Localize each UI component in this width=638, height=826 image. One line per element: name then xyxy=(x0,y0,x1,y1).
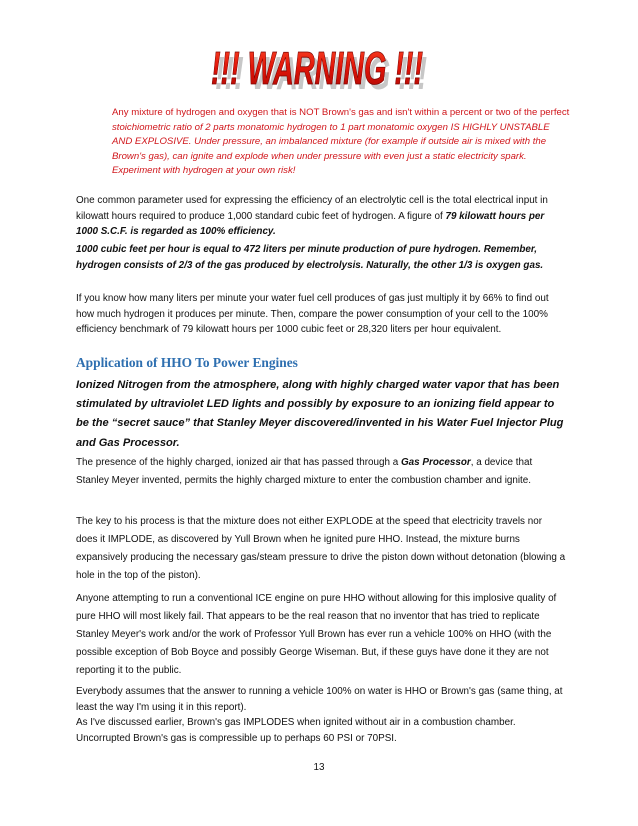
warning-banner xyxy=(206,38,432,100)
section-heading: Application of HHO To Power Engines xyxy=(76,355,298,370)
paragraph-liters: If you know how many liters per minute your water fuel cell produces of gas just multiply it by 66% to find out how much hydrogen it produces per minute. Then, compare the power consumption of your cell to the 100% efficiency benchmark of 79 kilowatt hours per 1000 cubic feet or 28,320 liters per hour equivalent. xyxy=(76,293,549,336)
paragraph-assumptions: Everybody assumes that the answer to running a vehicle 100% on water is HHO or Brown's gas (same thing, at least the way I'm using it in this report). As I've discussed earlier, Brown's gas IMPLODES when ignited without air in a combustion chamber. Uncorrupted Brown's gas is compressible up to perhaps 60 PSI or 70PSI. xyxy=(76,686,563,745)
paragraph-key-process: The key to his process is that the mixture does not either EXPLODE at the speed that electricity travels nor does it IMPLODE, as discovered by Yull Brown when he ignited pure HHO. Instead, the mixture burns expansively producing the necessary gas/steam pressure to drive the piston down without detonation (blowing a hole in the top of the piston). xyxy=(76,516,566,581)
paragraph-efficiency: One common parameter used for expressing the efficiency of an electrolytic cell is the total electrical input in kilowatt hours required to produce 1,000 standard cubic feet of hydrogen. A figure of 79 kilowatt hours per 1000 S.C.F. is regarded as 100% efficiency. xyxy=(76,195,548,238)
svg-text:!!! WARNING !!!: !!! WARNING !!! xyxy=(215,47,427,99)
paragraph-hydrogen-rate: 1000 cubic feet per hour is equal to 472 liters per minute production of pure hydrogen. Remember, hydrogen consists of 2/3 of the gas produced by electrolysis. Naturally, the other 1/3 is oxygen gas. xyxy=(76,244,544,271)
page-number: 13 xyxy=(313,762,325,773)
paragraph-ice-engine: Anyone attempting to run a conventional ICE engine on pure HHO without allowing for this implosive quality of pure HHO will most likely fail. That appears to be the real reason that no inventor that has tried to replicate Stanley Meyer's work and/or the work of Professor Yull Brown has ever run a vehicle 100% on HHO (with the possible exception of Bob Boyce and possibly George Wiseman. But, if these guys have done it they are not reporting it to the public. xyxy=(76,593,557,676)
section-subheading: Ionized Nitrogen from the atmosphere, along with highly charged water vapor that has been stimulated by ultraviolet LED lights and possibly by exposure to an ionizing field appear to be the “secret sauce” that Stanley Meyer discovered/invented in his Water Fuel Injector Plug and Gas Processor. xyxy=(76,379,564,449)
warning-banner-graphic xyxy=(206,38,432,100)
warning-notice: Any mixture of hydrogen and oxygen that is NOT Brown's gas and isn't within a percent or two of the perfect stoichiometric ratio of 2 parts monatomic hydrogen to 1 part monatomic oxygen IS HIGHLY UNSTABLE AND EXPLOSIVE. Under pressure, an imbalanced mixture (for example if outside air is mixed with the Brown's gas), can ignite and explode when under pressure with even just a static electricity spark. Experiment with hydrogen at your own risk! xyxy=(112,107,570,177)
paragraph-gas-processor: The presence of the highly charged, ionized air that has passed through a Gas Processor, a device that Stanley Meyer invented, permits the highly charged mixture to enter the combustion chamber and ignite. xyxy=(76,457,533,486)
warning-title: !!! WARNING !!! xyxy=(211,42,423,94)
